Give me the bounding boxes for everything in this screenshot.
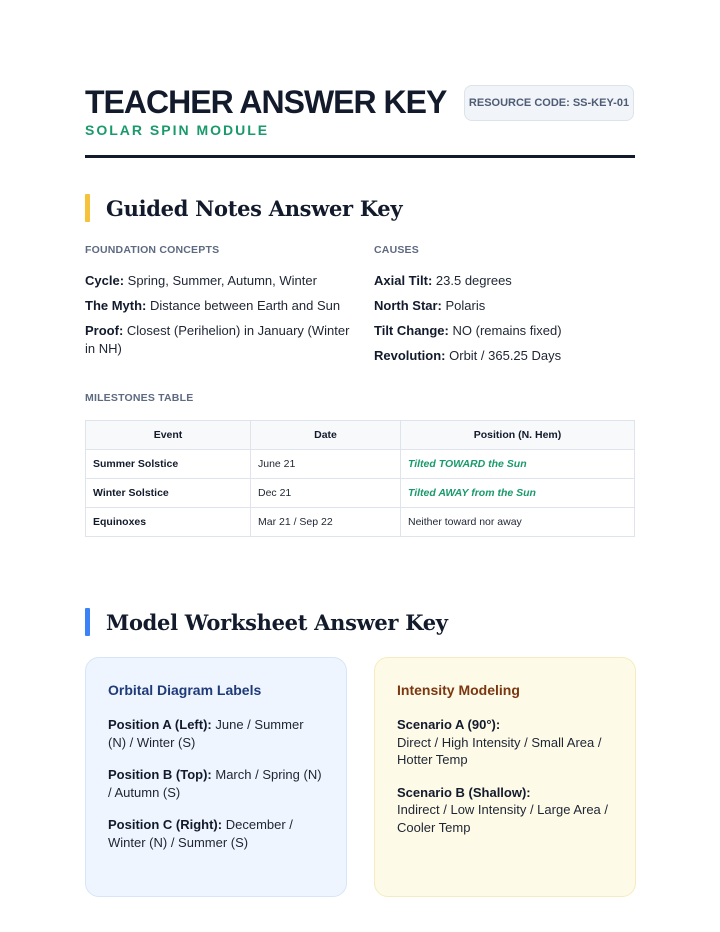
table-header-row bbox=[86, 421, 635, 450]
note-item: Tilt Change: NO (remains fixed) bbox=[374, 323, 562, 338]
note-item: Cycle: Spring, Summer, Autumn, Winter bbox=[85, 273, 317, 288]
card-item: Scenario A (90°): Direct / High Intensity / Small Area / Hotter Temp bbox=[397, 717, 602, 767]
position-cell: Tilted TOWARD the Sun bbox=[401, 450, 635, 479]
foundation-concepts-list bbox=[85, 272, 350, 365]
card-item: Position A (Left): June / Summer (N) / Winter (S) bbox=[108, 717, 304, 750]
header-divider bbox=[85, 155, 635, 158]
date-cell: Dec 21 bbox=[251, 479, 401, 508]
note-item: The Myth: Distance between Earth and Sun bbox=[85, 298, 341, 313]
card-item: Scenario B (Shallow): Indirect / Low Intensity / Large Area / Cooler Temp bbox=[397, 784, 609, 835]
column-header: Event bbox=[86, 421, 251, 450]
card-item: Position B (Top): March / Spring (N) / Autumn (S) bbox=[108, 767, 322, 800]
section-title: Model Worksheet Answer Key bbox=[106, 609, 448, 635]
event-cell: Summer Solstice bbox=[86, 450, 251, 479]
milestones-table bbox=[85, 420, 635, 537]
guided-notes-heading bbox=[85, 194, 402, 222]
intensity-modeling-card bbox=[374, 657, 636, 897]
section-accent-bar bbox=[85, 194, 90, 222]
column-header: Date bbox=[251, 421, 401, 450]
section-title: Guided Notes Answer Key bbox=[106, 195, 403, 221]
model-worksheet-heading bbox=[85, 608, 448, 636]
event-cell: Winter Solstice bbox=[86, 479, 251, 508]
note-item: Revolution: Orbit / 365.25 Days bbox=[374, 348, 562, 363]
note-item: Proof: Closest (Perihelion) in January (Winter in NH) bbox=[85, 323, 350, 356]
page-subtitle: SOLAR SPIN MODULE bbox=[85, 122, 270, 138]
table-row bbox=[86, 479, 635, 508]
card-item: Position C (Right): December / Winter (N) / Summer (S) bbox=[108, 817, 293, 850]
orbital-diagram-card bbox=[85, 657, 347, 897]
section-accent-bar bbox=[85, 608, 90, 636]
table-row bbox=[86, 508, 635, 537]
table-row bbox=[86, 450, 635, 479]
card-title: Intensity Modeling bbox=[397, 682, 520, 698]
resource-code-badge: RESOURCE CODE: SS-KEY-01 bbox=[464, 85, 634, 121]
date-cell: Mar 21 / Sep 22 bbox=[251, 508, 401, 537]
date-cell: June 21 bbox=[251, 450, 401, 479]
position-cell: Tilted AWAY from the Sun bbox=[401, 479, 635, 508]
foundation-concepts-label: FOUNDATION CONCEPTS bbox=[85, 244, 220, 256]
card-title: Orbital Diagram Labels bbox=[108, 682, 262, 698]
column-header: Position (N. Hem) bbox=[401, 421, 635, 450]
event-cell: Equinoxes bbox=[86, 508, 251, 537]
position-cell: Neither toward nor away bbox=[401, 508, 635, 537]
note-item: Axial Tilt: 23.5 degrees bbox=[374, 273, 512, 288]
milestones-table-label: MILESTONES TABLE bbox=[85, 392, 194, 404]
page-title: TEACHER ANSWER KEY bbox=[85, 84, 447, 120]
note-item: North Star: Polaris bbox=[374, 298, 486, 313]
causes-list bbox=[374, 272, 644, 372]
causes-label: CAUSES bbox=[374, 244, 419, 256]
